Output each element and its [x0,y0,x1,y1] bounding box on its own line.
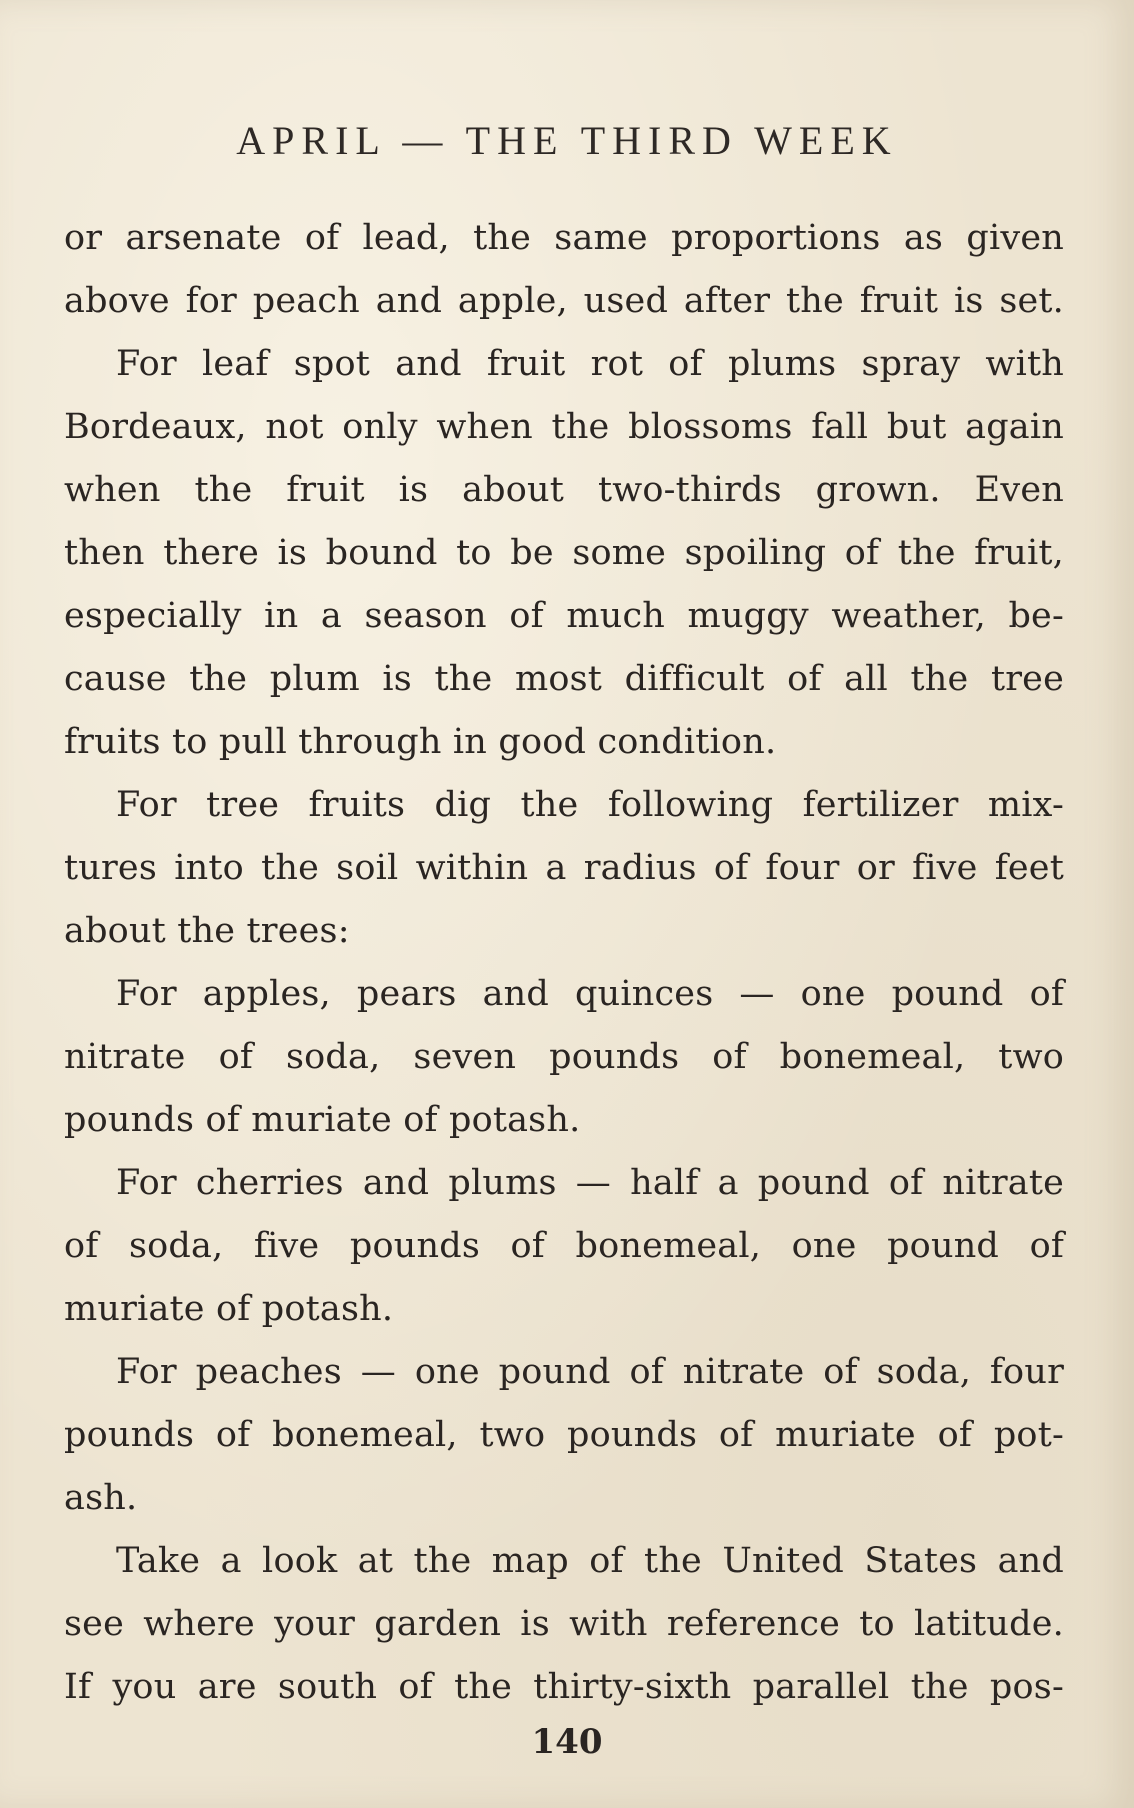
text-line: ash. [64,1478,138,1518]
text-line: nitrate of soda, seven pounds of bonemeal, two [64,1037,1064,1077]
text-line: about the trees: [64,911,350,951]
text-line: For peaches — one pound of nitrate of soda, four [116,1352,1064,1392]
text-line: For apples, pears and quinces — one pound of [116,974,1064,1014]
text-line: Bordeaux, not only when the blossoms fall but again [64,407,1064,447]
text-line: For leaf spot and fruit rot of plums spray with [116,344,1064,384]
text-line: pounds of muriate of potash. [64,1100,581,1140]
text-line: or arsenate of lead, the same proportions as given [64,218,1064,258]
body-text [64,207,1064,1719]
text-line: then there is bound to be some spoiling of the fruit, [64,533,1064,573]
text-line: fruits to pull through in good condition. [64,722,777,762]
text-line: of soda, five pounds of bonemeal, one pound of [64,1226,1064,1266]
text-line: when the fruit is about two-thirds grown. Even [64,470,1064,510]
text-line: above for peach and apple, used after the fruit is set. [64,281,1064,321]
text-line: especially in a season of much muggy weather, be- [64,596,1064,636]
running-head: APRIL — THE THIRD WEEK [236,118,898,163]
text-line: tures into the soil within a radius of four or five feet [64,848,1064,888]
text-line: see where your garden is with reference to latitude. [64,1604,1064,1644]
text-line: For tree fruits dig the following fertilizer mix- [116,785,1064,825]
text-line: For cherries and plums — half a pound of nitrate [116,1163,1064,1203]
text-line: Take a look at the map of the United States and [116,1541,1064,1581]
text-line: If you are south of the thirty-sixth parallel the pos- [64,1667,1064,1707]
page-number: 140 [531,1722,603,1762]
text-line: cause the plum is the most difficult of all the tree [64,659,1064,699]
text-line: pounds of bonemeal, two pounds of muriate of pot- [64,1415,1064,1455]
text-line: muriate of potash. [64,1289,394,1329]
